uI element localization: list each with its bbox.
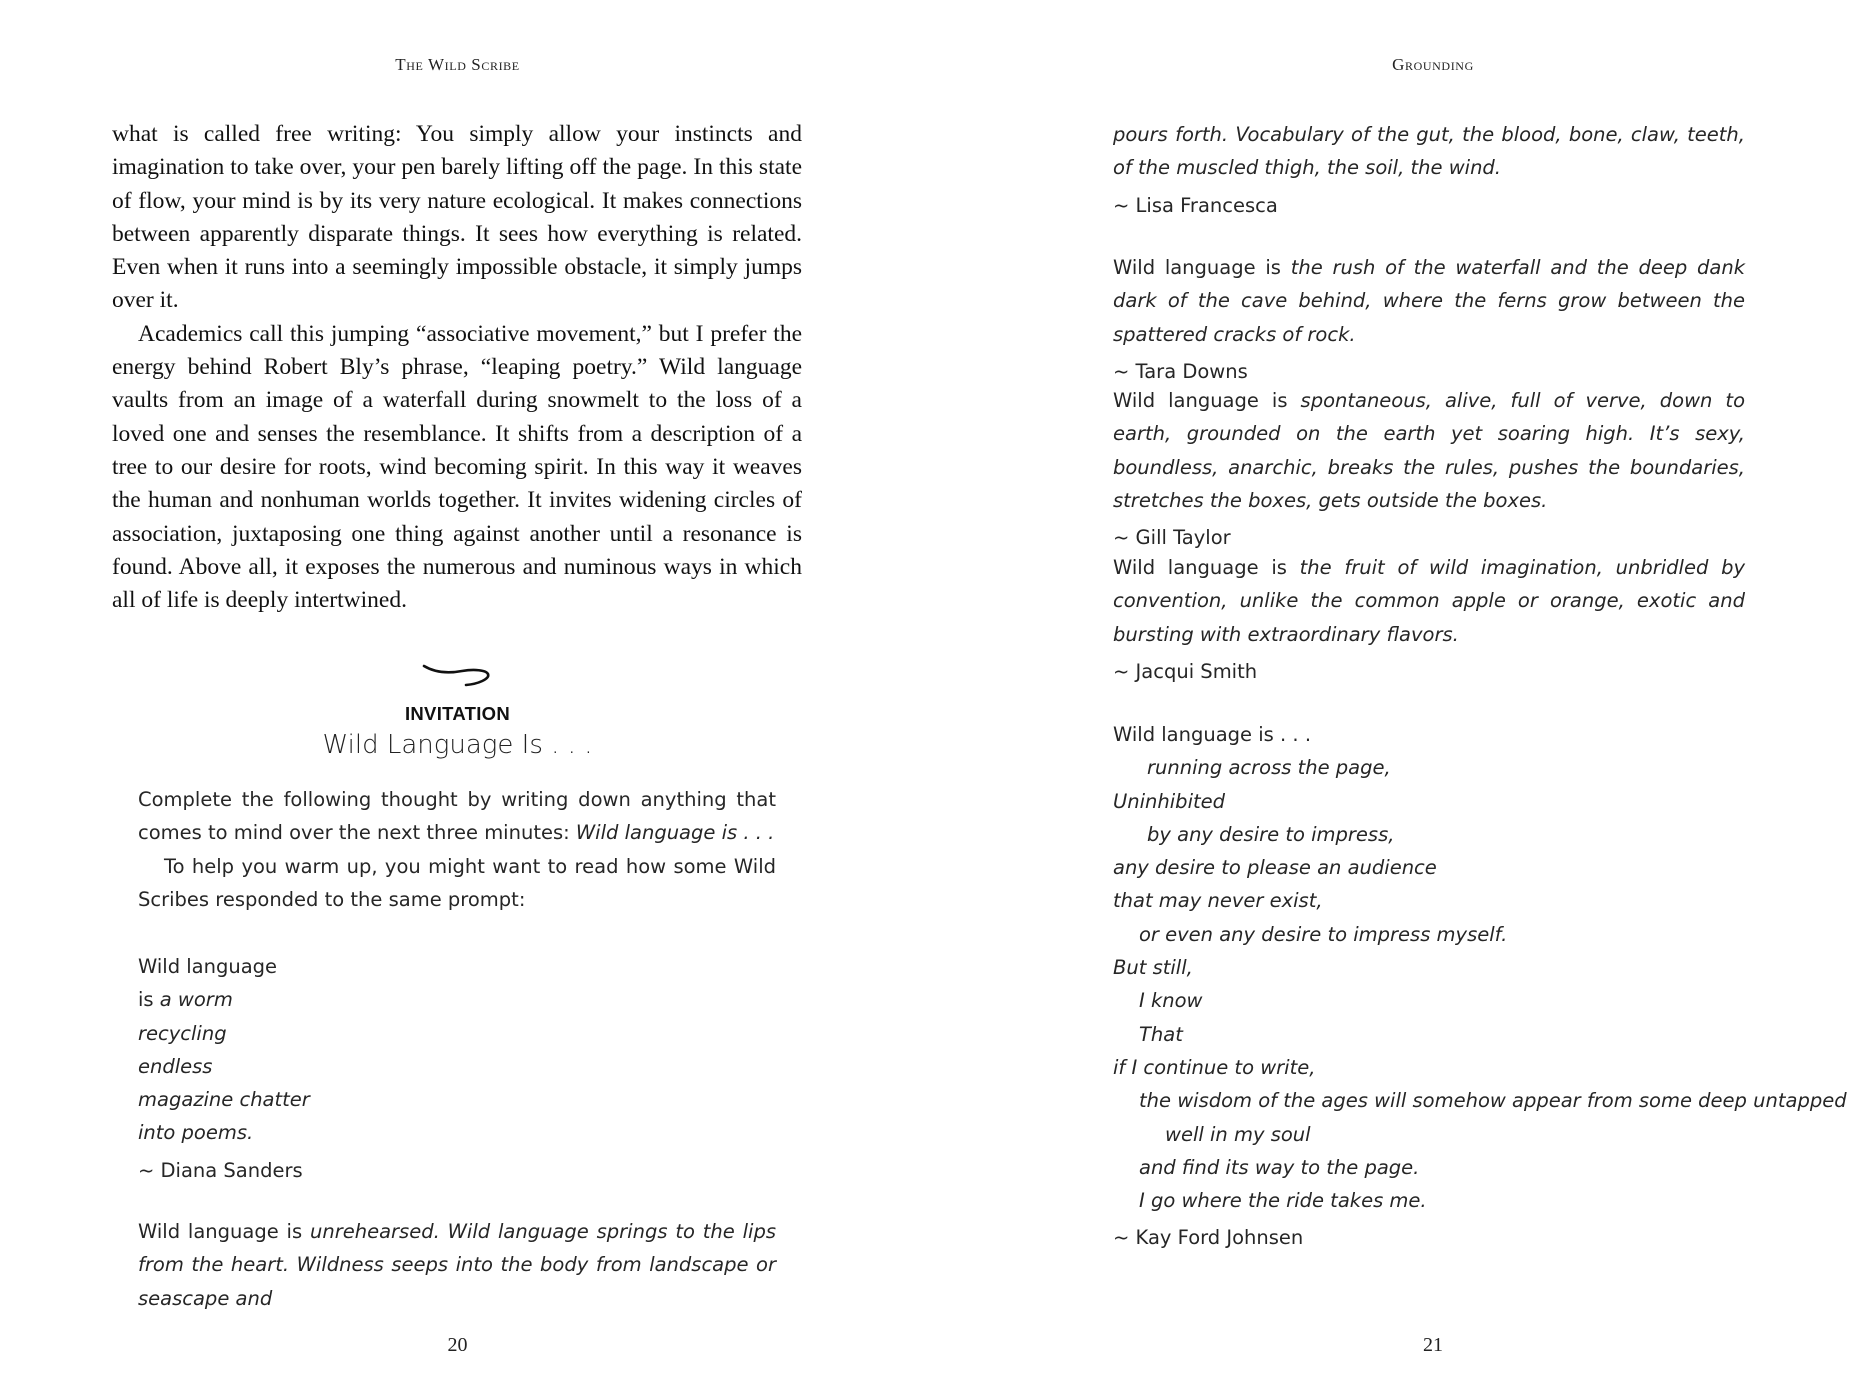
right-page bbox=[933, 0, 1866, 1400]
paragraph: Complete the following thought by writing down anything that comes to mind over the next three minutes: Wild language is . . . bbox=[138, 788, 776, 845]
page-number: 21 bbox=[1423, 1334, 1443, 1356]
response-tara-downs: Wild language is the rush of the waterfall and the deep dank dark of the cave behind, where the ferns grow between the spattered cracks of rock. ~ Tara Downs bbox=[1113, 251, 1745, 388]
body-text bbox=[112, 118, 802, 617]
attribution: ~ Lisa Francesca bbox=[1113, 193, 1278, 217]
swash-ornament-icon bbox=[422, 660, 492, 688]
invitation-label: INVITATION bbox=[404, 703, 511, 724]
running-head: Grounding bbox=[1392, 55, 1474, 74]
invitation-title: Wild Language Is . . . bbox=[322, 730, 593, 760]
response-diana-sanders: Wild language is a worm recycling endless magazine chatter into poems. ~ Diana Sanders bbox=[138, 950, 776, 1187]
paragraph: what is called free writing: You simply allow your instincts and imagination to take over, your pen barely lifting off the page. In this state of flow, your mind is by its very nature ecological. It makes connections between apparently disparate things. It sees how everything is related. Even when it runs into a seemingly impossible obstacle, it simply jumps over it. bbox=[112, 121, 802, 314]
paragraph: To help you warm up, you might want to read how some Wild Scribes responded to the same prompt: bbox=[138, 854, 776, 911]
response-jacqui-smith: Wild language is the fruit of wild imagination, unbridled by convention, unlike the common apple or orange, exotic and bursting with extraordinary flavors. ~ Jacqui Smith bbox=[1113, 551, 1745, 688]
attribution: ~ Kay Ford Johnsen bbox=[1113, 1226, 1304, 1250]
response-lisa-francesca-end: pours forth. Vocabulary of the gut, the blood, bone, claw, teeth, of the muscled thigh, the soil, the wind. ~ Lisa Francesca bbox=[1113, 118, 1745, 222]
response-gill-taylor: Wild language is spontaneous, alive, full of verve, down to earth, grounded on the earth yet soaring high. It’s sexy, boundless, anarchic, breaks the rules, pushes the boundaries, stretches the boxes, gets outside the boxes. ~ Gill Taylor bbox=[1113, 384, 1745, 554]
attribution: ~ Diana Sanders bbox=[138, 1158, 303, 1182]
response-kay-ford-johnsen: Wild language is . . . running across the page, Uninhibited by any desire to impress, any desire to please an audience that may never exist, or even any desire to impress myself. But still, I know That if I continue to write, the wisdom of the ages will somehow appear from some deep untapped well in my soul and find its way to the page. I go where the ride takes me. ~ Kay Ford Johnsen bbox=[1113, 718, 1745, 1255]
running-head: The Wild Scribe bbox=[395, 55, 520, 74]
response-lisa-francesca-start: Wild language is unrehearsed. Wild language springs to the lips from the heart. Wildness seeps into the body from landscape or seascape and bbox=[138, 1220, 776, 1310]
paragraph: Academics call this jumping “associative movement,” but I prefer the energy behind Robert Bly’s phrase, “leaping poetry.” Wild language vaults from an image of a waterfall during snowmelt to the loss of a loved one and senses the resemblance. It shifts from a description of a tree to our desire for roots, wind becoming spirit. In this way it weaves the human and nonhuman worlds together. It invites widening circles of association, juxtaposing one thing against another until a resonance is found. Above all, it exposes the numerous and numinous ways in which all of life is deeply intertwined. bbox=[112, 320, 802, 614]
attribution: ~ Jacqui Smith bbox=[1113, 659, 1258, 683]
attribution: ~ Gill Taylor bbox=[1113, 526, 1231, 550]
page-number: 20 bbox=[447, 1334, 468, 1356]
invitation-intro bbox=[138, 783, 776, 916]
attribution: ~ Tara Downs bbox=[1113, 359, 1248, 383]
